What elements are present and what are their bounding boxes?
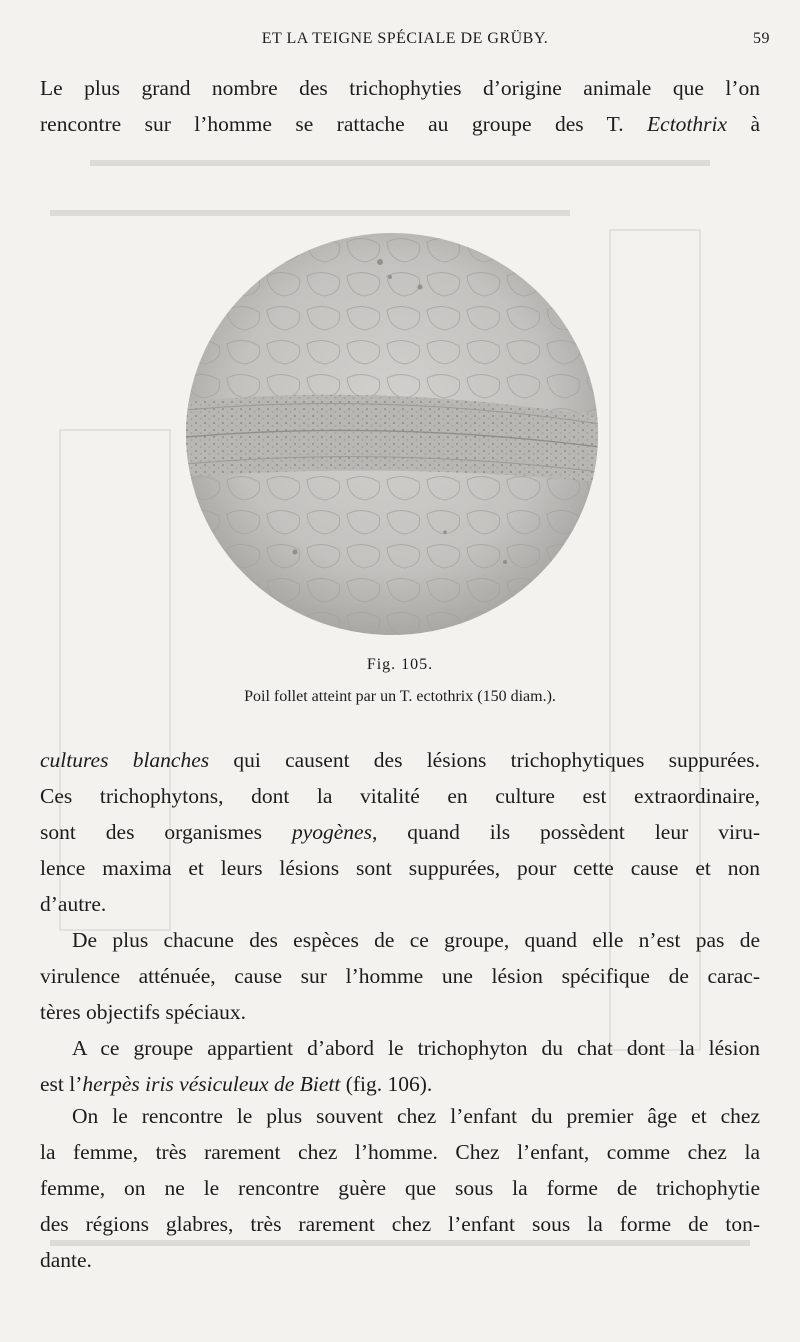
emphasis-text: cultures blanches xyxy=(40,748,210,772)
emphasis-text: herpès iris vésiculeux de Biett xyxy=(82,1072,341,1096)
text-line: des régions glabres, très rarement chez l’enfant sous la forme de ton- xyxy=(40,1212,760,1236)
running-header xyxy=(40,30,770,54)
text-line: Ces trichophytons, dont la vitalité en culture est extraordinaire, xyxy=(40,784,760,808)
text-line: Le plus grand nombre des trichophyties d’origine animale que l’on xyxy=(40,76,760,100)
text-line: virulence atténuée, cause sur l’homme une lésion spécifique de carac- xyxy=(40,964,760,988)
text-line: tères objectifs spéciaux. xyxy=(40,1000,246,1024)
figure-number: Fig. 105. xyxy=(366,656,434,673)
text-line: est l’herpès iris vésiculeux de Biett (fig. 106). xyxy=(40,1072,433,1096)
text-line: la femme, très rarement chez l’homme. Chez l’enfant, comme chez la xyxy=(40,1140,760,1164)
text-line: d’autre. xyxy=(40,892,107,916)
text-line: cultures blanches qui causent des lésions trichophytiques suppurées. xyxy=(40,748,760,772)
paragraph-species xyxy=(40,922,760,1030)
text-line: femme, on ne le rencontre guère que sous la forme de trichophytie xyxy=(40,1176,760,1200)
species-name: Ectothrix xyxy=(647,112,728,136)
paragraph-intro xyxy=(40,70,760,142)
paragraph-cultures xyxy=(40,742,760,922)
page-number: 59 xyxy=(753,30,770,47)
text-line: On le rencontre le plus souvent chez l’enfant du premier âge et chez xyxy=(72,1104,760,1128)
text-line: rencontre sur l’homme se rattache au groupe des T. Ectothrix à xyxy=(40,112,761,136)
text-line: sont des organismes pyogènes, quand ils possèdent leur viru- xyxy=(40,820,760,844)
emphasis-text: pyogènes xyxy=(291,820,372,844)
paragraph-occurrence xyxy=(40,1098,760,1278)
text-line: dante. xyxy=(40,1248,92,1272)
text-line: A ce groupe appartient d’abord le trichophyton du chat dont la lésion xyxy=(72,1036,760,1060)
figure-caption: Poil follet atteint par un T. ectothrix (150 diam.). xyxy=(244,688,556,705)
micrograph-figure xyxy=(185,232,600,637)
text-line: De plus chacune des espèces de ce groupe, quand elle n’est pas de xyxy=(72,928,760,952)
running-title: ET LA TEIGNE SPÉCIALE DE GRÜBY. xyxy=(261,30,549,47)
paragraph-cat-trichophyton xyxy=(40,1030,760,1102)
text-line: lence maxima et leurs lésions sont suppurées, pour cette cause et non xyxy=(40,856,760,880)
